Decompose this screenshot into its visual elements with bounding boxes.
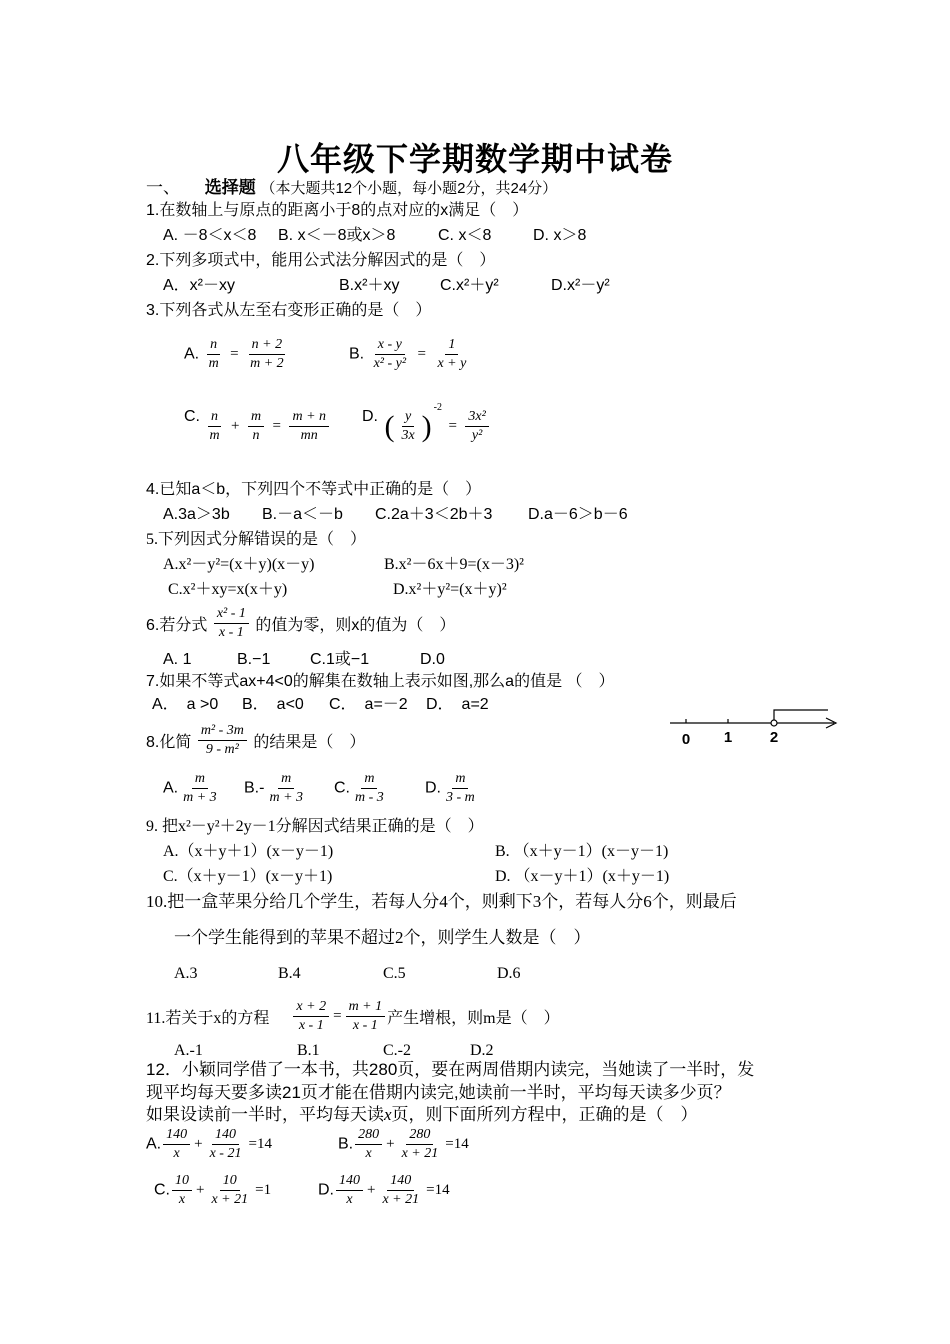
q8-option-a	[163, 770, 222, 807]
option-label: B.	[338, 1135, 354, 1153]
denominator: x + 21	[382, 1192, 420, 1207]
fraction	[248, 408, 264, 445]
operator: =	[417, 346, 426, 362]
q10-option-a: A.3	[174, 965, 198, 982]
open-circle	[771, 720, 777, 726]
q10-option-c: C.5	[383, 965, 406, 982]
denominator: x - 1	[352, 1018, 378, 1033]
fraction	[247, 336, 287, 373]
numerator: 140	[163, 1126, 190, 1145]
stem-text: 如果设读前一半时，平均每天读	[146, 1105, 384, 1124]
operator: +	[194, 1136, 203, 1152]
fraction	[355, 1126, 382, 1163]
operator: =	[230, 346, 239, 362]
denominator: m - 3	[355, 790, 384, 805]
q12-option-c	[154, 1172, 273, 1209]
q4-option-c: C.2a＋3＜2b＋3	[375, 506, 493, 523]
operator: =14	[248, 1136, 272, 1152]
q12-stem-line1: 12．小颖同学借了一本书，共280页，要在两周借期内读完，当她读了一半时，发	[146, 1060, 755, 1079]
denominator: 3 - m	[446, 790, 475, 805]
denominator: x	[346, 1192, 353, 1207]
operator: =	[333, 1008, 342, 1024]
denominator: 9 - m²	[205, 742, 239, 757]
numerator: m	[361, 770, 377, 789]
numerator: m + n	[289, 408, 329, 427]
q5-stem: 5.下列因式分解错误的是（ ）	[146, 531, 367, 548]
q9-option-d: D. （x－y＋1）(x＋y－1)	[495, 868, 670, 885]
numerator: m² - 3m	[198, 722, 247, 741]
q4-stem: 4.已知a＜b，下列四个不等式中正确的是（ ）	[146, 481, 482, 498]
denominator: m + 3	[269, 790, 304, 805]
q8-option-b	[244, 770, 308, 807]
q2-stem: 2.下列多项式中，能用公式法分解因式的是（ ）	[146, 252, 496, 269]
q12-stem-line3	[146, 1105, 698, 1125]
tick-label-2: 2	[769, 729, 779, 746]
q7-option-c: C． a=－2	[329, 696, 408, 713]
stem-text: 的结果是（ ）	[253, 734, 366, 751]
option-label: C.	[154, 1181, 170, 1199]
tick-label-1: 1	[723, 729, 733, 746]
fraction	[336, 1172, 363, 1209]
option-label: B.-	[244, 779, 265, 797]
tick-label-0: 0	[681, 731, 691, 748]
operator: =	[272, 418, 281, 434]
numerator: n	[207, 336, 220, 355]
denominator: x - 21	[209, 1146, 242, 1161]
numerator: m	[248, 408, 264, 427]
q4-option-d: D.a－6＞b－6	[528, 506, 628, 523]
section-name: 选择题	[204, 178, 256, 197]
q10-stem-line2: 一个学生能得到的苹果不超过2个，则学生人数是（ ）	[174, 928, 591, 947]
q1-option-d: D. x＞8	[533, 227, 587, 244]
q11-option-b: B.1	[297, 1042, 320, 1059]
q9-option-c: C.（x＋y－1）(x－y＋1)	[163, 868, 333, 885]
q12-stem-line2: 现平均每天要多读21页才能在借期内读完,她读前一半时，平均每天读多少页？	[146, 1083, 731, 1102]
q4-option-a: A.3a＞3b	[163, 506, 230, 523]
numerator: n + 2	[249, 336, 285, 355]
q6-stem	[146, 605, 455, 642]
denominator: m	[208, 356, 219, 371]
operator: +	[231, 418, 240, 434]
numerator: 140	[387, 1172, 414, 1191]
numerator: 10	[172, 1172, 192, 1191]
option-label: D.	[425, 779, 441, 797]
q1-stem: 1.在数轴上与原点的距离小于8的点对应的x满足（ ）	[146, 202, 529, 219]
paren-open: (	[384, 409, 395, 443]
fraction	[398, 408, 417, 445]
fraction	[371, 336, 409, 373]
fraction	[198, 722, 247, 759]
q1-option-b: B. x＜－8或x＞8	[278, 227, 396, 244]
fraction	[163, 1126, 190, 1163]
numerator: x - y	[375, 336, 405, 355]
paren-close: )	[421, 409, 432, 443]
option-label: B.	[349, 345, 365, 363]
denominator: y²	[471, 428, 483, 443]
q3-stem: 3.下列各式从左至右变形正确的是（ ）	[146, 302, 432, 319]
q5-option-b: B.x²－6x＋9=(x－3)²	[384, 556, 524, 573]
q8-option-c	[334, 770, 389, 807]
denominator: x - 1	[298, 1018, 324, 1033]
denominator: x + 21	[401, 1146, 439, 1161]
q12-option-a	[146, 1126, 274, 1163]
q7-option-b: B． a<0	[242, 696, 304, 713]
number-line-figure	[664, 702, 844, 752]
stem-text: 的值为零，则x的值为（ ）	[255, 617, 456, 634]
operator: =14	[445, 1136, 469, 1152]
q2-option-a: A．x²－xy	[163, 277, 236, 294]
q6-option-c: C.1或−1	[310, 651, 370, 668]
fraction	[206, 336, 222, 373]
stem-text: 8.化简	[146, 734, 192, 751]
operator: =	[448, 418, 457, 434]
q12-option-b	[338, 1126, 471, 1163]
fraction	[465, 408, 488, 445]
numerator: m	[278, 770, 294, 789]
numerator: m + 1	[346, 998, 386, 1017]
q12-option-d	[318, 1172, 452, 1209]
fraction	[266, 770, 306, 807]
q4-option-b: B.－a＜－b	[262, 506, 343, 523]
q10-option-d: D.6	[497, 965, 521, 982]
denominator: n	[252, 428, 260, 443]
operator: =1	[255, 1182, 272, 1198]
operator: +	[386, 1136, 395, 1152]
denominator: m + 3	[183, 790, 217, 805]
fraction	[379, 1172, 422, 1209]
denominator: m + 2	[250, 356, 284, 371]
q1-option-c: C. x＜8	[438, 227, 492, 244]
solution-ray	[774, 710, 828, 720]
fraction	[208, 1172, 251, 1209]
q7-stem: 7.如果不等式ax+4<0的解集在数轴上表示如图,那么a的值是 （ ）	[146, 673, 615, 690]
operator: +	[196, 1182, 205, 1198]
q2-option-c: C.x²＋y²	[440, 277, 499, 294]
q11-option-c: C.-2	[383, 1042, 411, 1059]
fraction	[293, 998, 329, 1035]
numerator: 280	[355, 1126, 382, 1145]
numerator: 3x²	[465, 408, 488, 427]
q8-option-d	[425, 770, 480, 807]
q3-option-a	[184, 336, 289, 373]
fraction	[352, 770, 387, 807]
option-label: D.	[318, 1181, 334, 1199]
q3-option-b	[349, 336, 471, 373]
denominator: m	[209, 428, 220, 443]
q7-option-a: A． a >0	[152, 696, 219, 713]
numerator: x + 2	[293, 998, 329, 1017]
q6-option-b: B.−1	[237, 651, 271, 668]
fraction	[289, 408, 329, 445]
fraction	[346, 998, 386, 1035]
q5-option-a: A.x²－y²=(x＋y)(x－y)	[163, 556, 315, 573]
stem-text: 6.若分式	[146, 617, 208, 634]
option-label: D.	[362, 408, 378, 425]
denominator: x	[173, 1146, 180, 1161]
fraction	[399, 1126, 442, 1163]
q5-option-c: C.x²＋xy=x(x＋y)	[168, 581, 288, 598]
fraction	[434, 336, 469, 373]
stem-text: 产生增根，则m是（ ）	[387, 1010, 560, 1027]
numerator: 140	[212, 1126, 239, 1145]
q2-option-b: B.x²＋xy	[339, 277, 400, 294]
q5-option-d: D.x²＋y²=(x＋y)²	[393, 581, 507, 598]
section-header	[146, 178, 557, 199]
q9-option-a: A.（x＋y＋1）(x－y－1)	[163, 843, 334, 860]
option-label: A.	[184, 345, 200, 363]
fraction	[172, 1172, 192, 1209]
numerator: x² - 1	[214, 605, 249, 624]
q3-option-d	[362, 402, 491, 445]
stem-text: 11.若关于x的方程	[146, 1010, 270, 1027]
q10-option-b: B.4	[278, 965, 301, 982]
q9-stem: 9. 把x²－y²＋2y－1分解因式结果正确的是（ ）	[146, 818, 484, 835]
q6-option-a: A. 1	[163, 651, 192, 668]
fraction	[180, 770, 220, 807]
option-label: C.	[334, 779, 350, 797]
q3-option-c	[184, 408, 331, 445]
q10-stem-line1: 10.把一盒苹果分给几个学生，若每人分4个，则剩下3个，若每人分6个，则最后	[146, 892, 737, 911]
section-note: （本大题共12个小题，每小题2分，共24分）	[260, 180, 558, 197]
numerator: y	[402, 408, 414, 427]
numerator: 140	[336, 1172, 363, 1191]
q2-option-d: D.x²－y²	[551, 277, 610, 294]
q9-option-b: B. （x＋y－1）(x－y－1)	[495, 843, 669, 860]
page-title: 八年级下学期数学期中试卷	[276, 140, 673, 178]
numerator: 280	[406, 1126, 433, 1145]
option-label: A.	[146, 1135, 162, 1153]
numerator: 1	[445, 336, 458, 355]
denominator: 3x	[401, 428, 415, 443]
denominator: x	[365, 1146, 372, 1161]
q1-option-a: A. －8＜x＜8	[163, 227, 257, 244]
operator: +	[367, 1182, 376, 1198]
denominator: mn	[300, 428, 318, 443]
numerator: m	[452, 770, 468, 789]
denominator: x + 21	[211, 1192, 249, 1207]
denominator: x	[178, 1192, 186, 1207]
q6-option-d: D.0	[420, 651, 445, 668]
denominator: x² - y²	[373, 356, 407, 371]
option-label: C.	[184, 408, 200, 425]
numerator: m	[192, 770, 208, 789]
q11-stem	[146, 998, 560, 1035]
exponent: -2	[433, 402, 443, 414]
section-number: 一、	[146, 178, 180, 197]
fraction	[443, 770, 478, 807]
operator: =14	[426, 1182, 450, 1198]
q7-option-d: D． a=2	[426, 696, 489, 713]
fraction	[207, 1126, 245, 1163]
fraction	[214, 605, 249, 642]
q8-stem	[146, 722, 365, 759]
denominator: x - 1	[218, 625, 244, 640]
stem-text: 页，则下面所列方程中，正确的是（ ）	[391, 1105, 698, 1124]
numerator: n	[208, 408, 221, 427]
numerator: 10	[220, 1172, 240, 1191]
q11-option-a: A.-1	[174, 1042, 203, 1059]
denominator: x + y	[437, 356, 467, 371]
q11-option-d: D.2	[470, 1042, 494, 1059]
variable: x	[384, 1105, 392, 1124]
option-label: A.	[163, 779, 179, 797]
fraction	[206, 408, 222, 445]
